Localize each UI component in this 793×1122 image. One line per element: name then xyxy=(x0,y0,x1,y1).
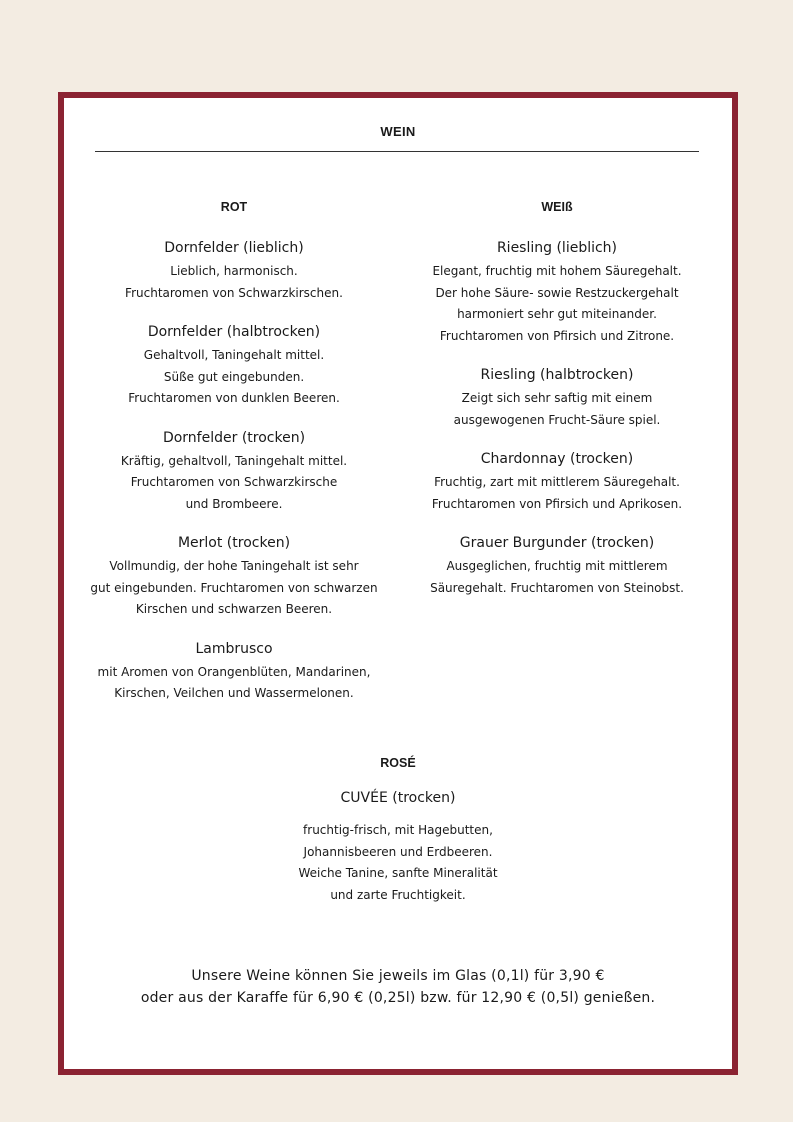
description-line: Johannisbeeren und Erdbeeren. xyxy=(303,844,493,859)
wine-name: Grauer Burgunder (trocken) xyxy=(459,535,655,551)
wine-item xyxy=(84,428,384,516)
section-heading-weiss: WEIß xyxy=(541,200,573,214)
wine-name: Riesling (halbtrocken) xyxy=(480,367,634,383)
wine-item xyxy=(84,238,384,304)
description-line: Fruchtaromen von dunklen Beeren. xyxy=(128,391,340,405)
description-line: Fruchtaromen von Schwarzkirsche xyxy=(130,475,338,489)
wine-description xyxy=(407,388,707,431)
description-line: Gehaltvoll, Taningehalt mittel. xyxy=(143,348,325,362)
wine-description xyxy=(64,820,732,906)
description-line: Fruchtig, zart mit mittlerem Säuregehalt. xyxy=(434,475,680,489)
description-line: Süße gut eingebunden. xyxy=(163,369,305,384)
white-wine-column xyxy=(407,198,707,617)
pricing-line: oder aus der Karaffe für 6,90 € (0,25l) bzw. für 12,90 € (0,5l) genießen. xyxy=(140,990,656,1006)
wine-name: Dornfelder (lieblich) xyxy=(164,240,304,256)
section-heading-rose: ROSÉ xyxy=(380,756,416,770)
description-line: mit Aromen von Orangenblüten, Mandarinen, xyxy=(97,664,371,679)
description-line: Ausgeglichen, fruchtig mit mittlerem xyxy=(446,559,668,573)
wine-item xyxy=(407,365,707,431)
description-line: Säuregehalt. Fruchtaromen von Steinobst. xyxy=(430,580,684,595)
wine-name: CUVÉE (trocken) xyxy=(340,790,456,806)
menu-frame xyxy=(58,92,738,1075)
wine-item xyxy=(407,238,707,347)
wine-name: Lambrusco xyxy=(195,640,273,657)
description-line: Weiche Tanine, sanfte Mineralität xyxy=(298,866,498,880)
wine-description xyxy=(407,261,707,347)
description-line: ausgewogenen Frucht-Säure spiel. xyxy=(453,412,661,427)
description-line: Zeigt sich sehr saftig mit einem xyxy=(461,391,653,405)
description-line: und zarte Fruchtigkeit. xyxy=(330,887,466,902)
rose-section xyxy=(64,754,732,906)
section-heading-rot: ROT xyxy=(220,200,248,214)
title-divider xyxy=(95,151,699,152)
wine-item xyxy=(407,449,707,515)
wine-description xyxy=(84,345,384,410)
description-line: Kirschen, Veilchen und Wassermelonen. xyxy=(114,686,354,700)
description-line: und Brombeere. xyxy=(185,496,283,511)
wine-description xyxy=(84,556,384,621)
red-wine-column xyxy=(84,198,384,723)
wine-description xyxy=(84,261,384,304)
wine-item xyxy=(84,533,384,621)
description-line: gut eingebunden. Fruchtaromen von schwarzen xyxy=(90,580,378,595)
wine-item xyxy=(84,322,384,410)
description-line: harmoniert sehr gut miteinander. xyxy=(457,307,657,321)
description-line: Fruchtaromen von Schwarzkirschen. xyxy=(125,285,343,300)
description-line: Kräftig, gehaltvoll, Taningehalt mittel. xyxy=(120,453,348,468)
pricing-line: Unsere Weine können Sie jeweils im Glas (0,1l) für 3,90 € xyxy=(191,968,605,984)
wine-item xyxy=(84,639,384,705)
wine-name: Chardonnay (trocken) xyxy=(480,451,634,467)
wine-item xyxy=(407,533,707,599)
description-line: Fruchtaromen von Pfirsich und Aprikosen. xyxy=(431,496,683,511)
description-line: Lieblich, harmonisch. xyxy=(170,264,298,278)
page-title: WEIN xyxy=(380,124,416,139)
wine-name: Riesling (lieblich) xyxy=(496,240,618,256)
wine-name: Merlot (trocken) xyxy=(177,535,291,551)
wine-description xyxy=(84,662,384,705)
wine-description xyxy=(407,556,707,599)
wine-name: Dornfelder (halbtrocken) xyxy=(147,324,321,340)
description-line: Der hohe Säure- sowie Restzuckergehalt xyxy=(435,285,679,300)
description-line: Elegant, fruchtig mit hohem Säuregehalt. xyxy=(432,264,682,278)
description-line: Vollmundig, der hohe Taningehalt ist sehr xyxy=(109,559,359,573)
description-line: Kirschen und schwarzen Beeren. xyxy=(135,602,333,616)
description-line: fruchtig-frisch, mit Hagebutten, xyxy=(303,823,493,837)
wine-name: Dornfelder (trocken) xyxy=(162,429,306,446)
pricing-note xyxy=(64,965,732,1009)
wine-description xyxy=(84,451,384,516)
description-line: Fruchtaromen von Pfirsich und Zitrone. xyxy=(439,328,675,343)
wine-description xyxy=(407,472,707,515)
